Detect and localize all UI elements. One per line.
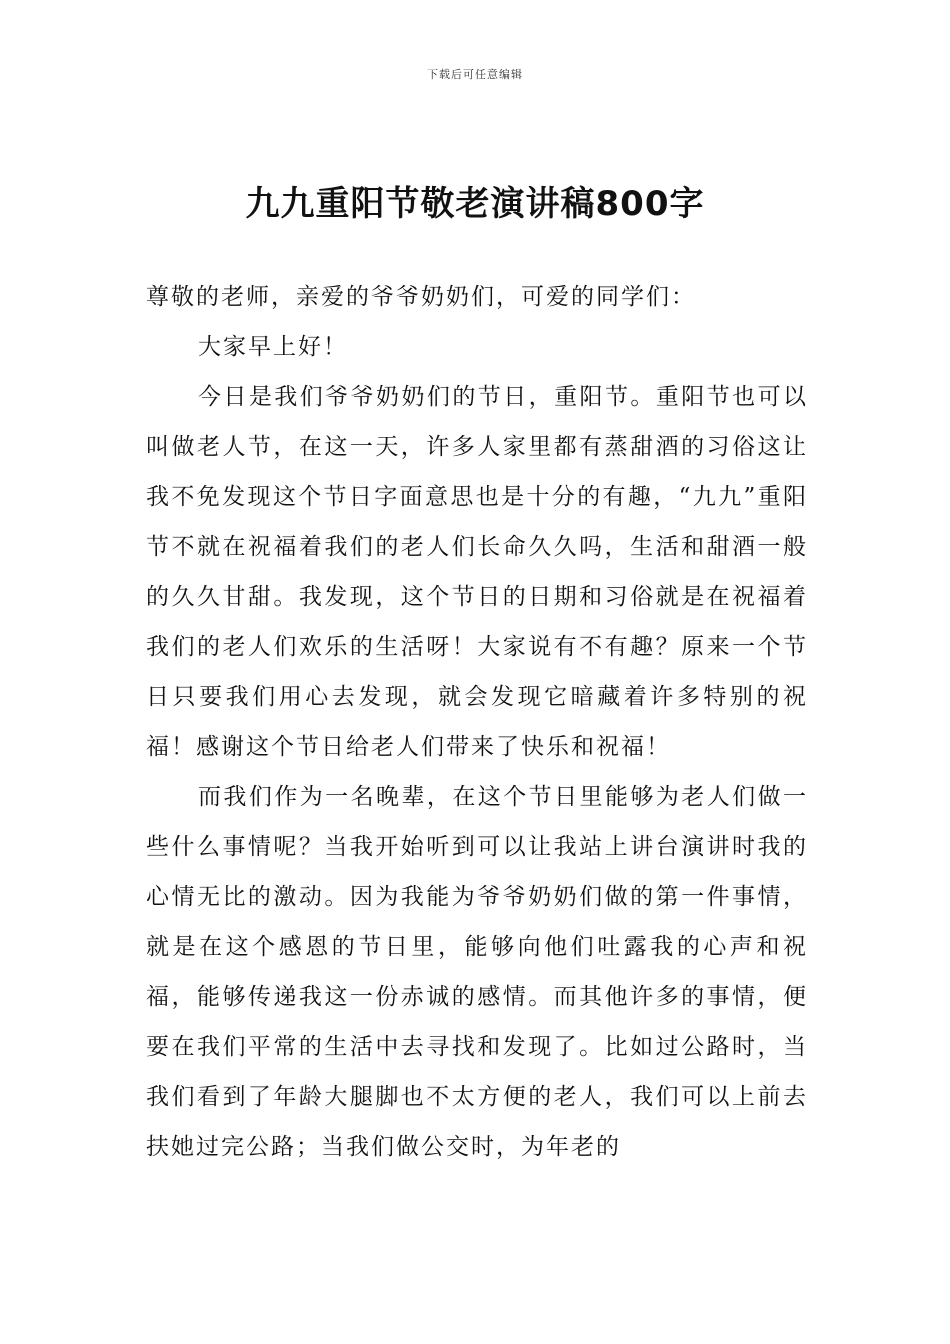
paragraph-what-we-can-do: 而我们作为一名晚辈，在这个节日里能够为老人们做一些什么事情呢？当我开始听到可以让我站上讲台演讲时我的心情无比的激动。因为我能为爷爷奶奶们做的第一件事情，就是在这个感恩的节日里，能够向他们吐露我的心声和祝福，能够传递我这一份赤诚的感情。而其他许多的事情，便要在我们平常的生活中去寻找和发现了。比如过公路时，当我们看到了年龄大腿脚也不太方便的老人，我们可以上前去扶她过完公路；当我们做公交时，为年老的 xyxy=(146,784,808,1160)
document-title: 九九重阳节敬老演讲稿800字 xyxy=(245,184,705,224)
salutation: 尊敬的老师，亲爱的爷爷奶奶们，可爱的同学们： xyxy=(146,284,696,310)
document-body xyxy=(146,272,808,1172)
paragraph-greeting: 大家早上好！ xyxy=(198,334,348,360)
paragraph-festival-meaning: 今日是我们爷爷奶奶们的节日，重阳节。重阳节也可以叫做老人节，在这一天，许多人家里都有蒸甜酒的习俗这让我不免发现这个节日字面意思也是十分的有趣，“九九”重阳节不就在祝福着我们的老人们长命久久吗，生活和甜酒一般的久久甘甜。我发现，这个节日的日期和习俗就是在祝福着我们的老人们欢乐的生活呀！大家说有不有趣？原来一个节日只要我们用心去发现，就会发现它暗藏着许多特别的祝福！感谢这个节日给老人们带来了快乐和祝福！ xyxy=(146,384,808,760)
header-note: 下载后可任意编辑 xyxy=(427,68,523,81)
